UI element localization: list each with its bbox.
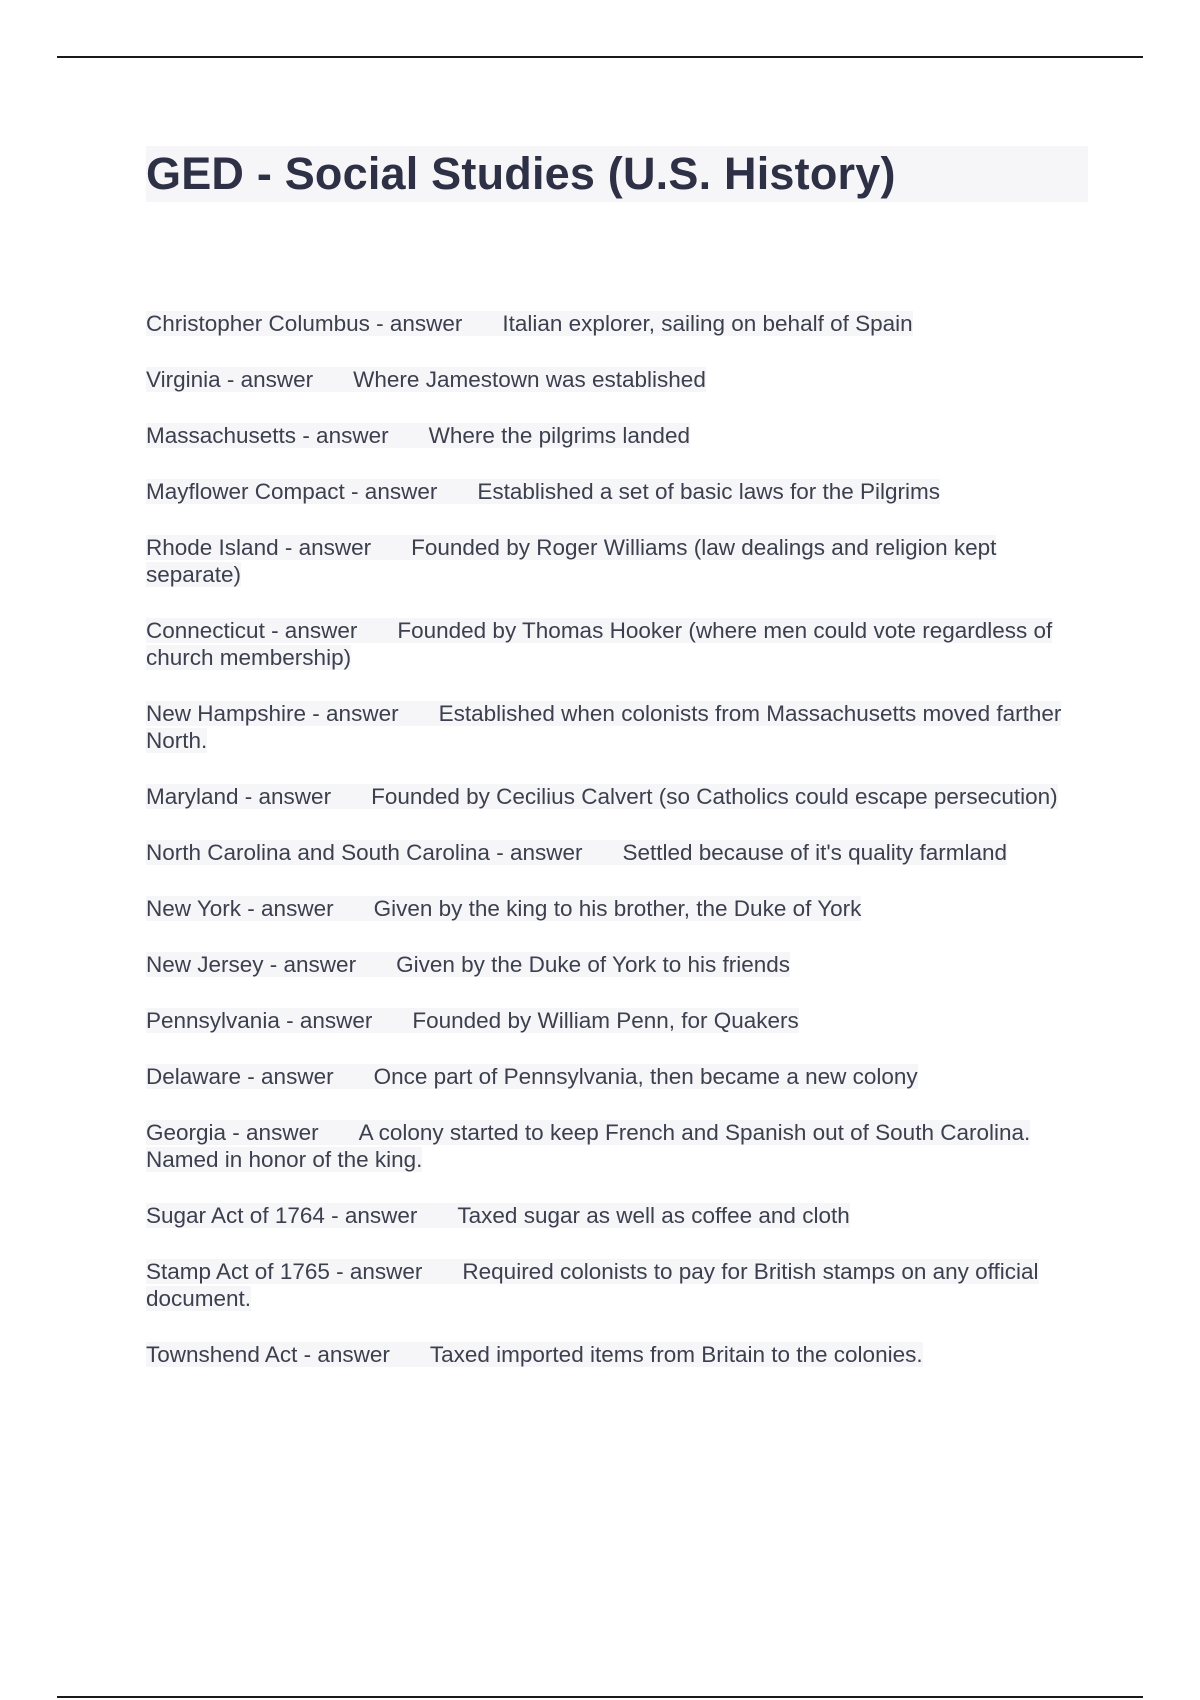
definition-text: Established a set of basic laws for the Pilgrims (477, 479, 941, 504)
term-label: Townshend Act - answer (146, 1342, 390, 1367)
qa-text (146, 1120, 1030, 1172)
term-label: Stamp Act of 1765 - answer (146, 1259, 423, 1284)
qa-text (146, 1008, 799, 1033)
definition-text: Where the pilgrims landed (428, 423, 690, 448)
definition-text: Founded by Cecilius Calvert (so Catholics could escape persecution) (371, 784, 1058, 809)
definition-text: Italian explorer, sailing on behalf of Spain (502, 311, 913, 336)
qa-text (146, 618, 1052, 670)
qa-text (146, 535, 996, 587)
term-label: New Jersey - answer (146, 952, 357, 977)
qa-text (146, 701, 1061, 753)
term-label: North Carolina and South Carolina - answer (146, 840, 583, 865)
list-item (146, 1063, 1088, 1090)
bottom-rule (57, 1696, 1143, 1698)
definition-text: Established when colonists from Massachusetts moved farther North. (146, 701, 1062, 753)
term-label: New Hampshire - answer (146, 701, 399, 726)
list-item (146, 783, 1088, 810)
definition-text: Given by the king to his brother, the Duke of York (373, 896, 862, 921)
list-item (146, 310, 1088, 337)
definition-text: Founded by Roger Williams (law dealings and religion kept separate) (146, 535, 997, 587)
qa-text (146, 1064, 918, 1089)
term-label: Connecticut - answer (146, 618, 358, 643)
definition-text: Founded by Thomas Hooker (where men could vote regardless of church membership) (146, 618, 1053, 670)
definition-text: A colony started to keep French and Spanish out of South Carolina. Named in honor of the king. (146, 1120, 1031, 1172)
qa-text (146, 479, 940, 504)
qa-text (146, 1259, 1039, 1311)
term-label: Christopher Columbus - answer (146, 311, 463, 336)
list-item (146, 1258, 1088, 1312)
term-label: Mayflower Compact - answer (146, 479, 438, 504)
list-item (146, 422, 1088, 449)
qa-list (146, 310, 1088, 1397)
title-block (146, 146, 1088, 202)
term-label: Virginia - answer (146, 367, 314, 392)
definition-text: Once part of Pennsylvania, then became a new colony (373, 1064, 918, 1089)
definition-text: Where Jamestown was established (353, 367, 706, 392)
definition-text: Given by the Duke of York to his friends (396, 952, 791, 977)
qa-text (146, 784, 1058, 809)
term-label: Sugar Act of 1764 - answer (146, 1203, 418, 1228)
term-label: New York - answer (146, 896, 334, 921)
term-label: Georgia - answer (146, 1120, 319, 1145)
list-item (146, 1341, 1088, 1368)
qa-text (146, 952, 790, 977)
term-label: Pennsylvania - answer (146, 1008, 373, 1033)
qa-text (146, 1342, 923, 1367)
term-label: Delaware - answer (146, 1064, 334, 1089)
list-item (146, 839, 1088, 866)
qa-text (146, 423, 690, 448)
qa-text (146, 840, 1007, 865)
term-label: Massachusetts - answer (146, 423, 389, 448)
term-label: Maryland - answer (146, 784, 332, 809)
definition-text: Settled because of it's quality farmland (622, 840, 1007, 865)
definition-text: Founded by William Penn, for Quakers (412, 1008, 799, 1033)
list-item (146, 478, 1088, 505)
definition-text: Taxed sugar as well as coffee and cloth (457, 1203, 850, 1228)
list-item (146, 366, 1088, 393)
qa-text (146, 1203, 850, 1228)
list-item (146, 1119, 1088, 1173)
list-item (146, 617, 1088, 671)
document-page (146, 146, 1088, 1367)
list-item (146, 534, 1088, 588)
qa-text (146, 367, 706, 392)
list-item (146, 700, 1088, 754)
qa-text (146, 896, 861, 921)
list-item (146, 951, 1088, 978)
definition-text: Taxed imported items from Britain to the colonies. (429, 1342, 923, 1367)
top-rule (57, 56, 1143, 58)
list-item (146, 1202, 1088, 1229)
list-item (146, 1007, 1088, 1034)
term-label: Rhode Island - answer (146, 535, 372, 560)
qa-text (146, 311, 913, 336)
page-title: GED - Social Studies (U.S. History) (146, 148, 896, 199)
definition-text: Required colonists to pay for British stamps on any official document. (146, 1259, 1039, 1311)
list-item (146, 895, 1088, 922)
